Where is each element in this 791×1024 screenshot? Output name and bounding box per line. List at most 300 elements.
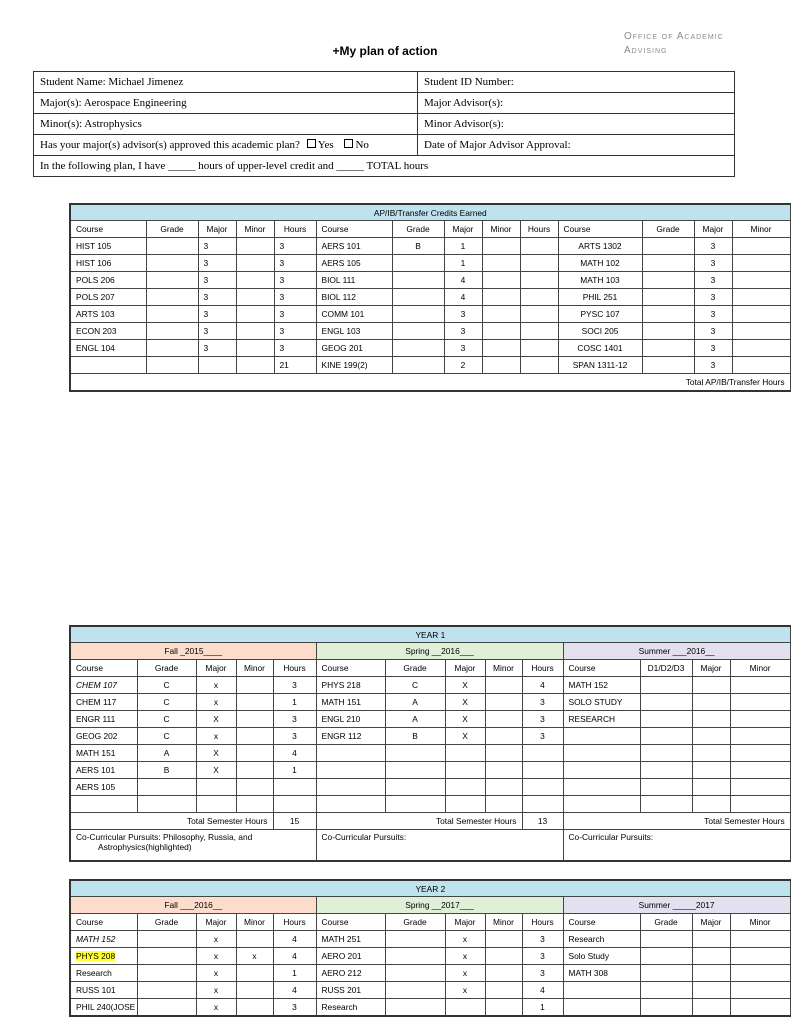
table-cell (730, 982, 790, 999)
table-cell: Research (70, 965, 137, 982)
column-header: Grade (640, 914, 692, 931)
table-cell: x (196, 677, 236, 694)
table-cell: GEOG 201 (316, 340, 392, 357)
office-line-1: Office of Academic (624, 31, 724, 42)
table-cell (316, 762, 385, 779)
table-cell (730, 745, 790, 762)
table-cell: 3 (273, 711, 316, 728)
column-header: Minor (482, 221, 520, 238)
table-row (70, 357, 790, 374)
table-cell: 3 (274, 255, 316, 272)
table-cell: MATH 102 (558, 255, 642, 272)
table-cell (563, 728, 640, 745)
table-cell: PYSC 107 (558, 306, 642, 323)
table-cell (730, 677, 790, 694)
column-header: Major (445, 660, 485, 677)
table-row (70, 323, 790, 340)
table-cell: MATH 152 (563, 677, 640, 694)
table-cell (482, 238, 520, 255)
table-cell: CHEM 117 (70, 694, 137, 711)
column-header: Grade (137, 914, 196, 931)
table-cell (316, 745, 385, 762)
table-cell: 3 (444, 306, 482, 323)
table-cell: 3 (274, 238, 316, 255)
year1-title: YEAR 1 (70, 626, 790, 643)
table-cell (692, 779, 730, 796)
table-cell (146, 340, 198, 357)
table-row (70, 711, 790, 728)
table-cell: C (385, 677, 445, 694)
column-header: Grade (137, 660, 196, 677)
table-cell (692, 796, 730, 813)
table-cell (137, 999, 196, 1017)
table-cell (137, 796, 196, 813)
table-cell: X (445, 694, 485, 711)
table-cell: 3 (694, 255, 732, 272)
table-cell: SOCI 205 (558, 323, 642, 340)
table-cell: MATH 308 (563, 965, 640, 982)
table-cell (146, 272, 198, 289)
table-cell (392, 255, 444, 272)
table-cell: x (445, 982, 485, 999)
year1-spring-total: 13 (522, 813, 563, 830)
table-cell: MATH 152 (70, 931, 137, 948)
table-cell: 3 (694, 306, 732, 323)
minor-advisors: Minor Advisor(s): (418, 114, 735, 135)
table-cell (137, 982, 196, 999)
table-cell (520, 306, 558, 323)
table-cell (236, 931, 273, 948)
table-cell (273, 779, 316, 796)
table-row (70, 272, 790, 289)
table-cell (642, 323, 694, 340)
table-cell: 3 (274, 272, 316, 289)
table-cell (730, 999, 790, 1017)
table-cell (236, 306, 274, 323)
table-cell: 1 (273, 694, 316, 711)
table-cell (385, 931, 445, 948)
year1-fall-total-label: Total Semester Hours (70, 813, 273, 830)
table-cell: 3 (273, 728, 316, 745)
column-header: Grade (385, 914, 445, 931)
office-header (624, 30, 764, 58)
yes-label: Yes (317, 139, 334, 151)
table-cell (640, 965, 692, 982)
column-header: D1/D2/D3 (640, 660, 692, 677)
table-cell (642, 289, 694, 306)
table-cell: ECON 203 (70, 323, 146, 340)
table-row (70, 255, 790, 272)
column-header: Course (558, 221, 642, 238)
table-cell (642, 272, 694, 289)
table-cell: PHIL 251 (558, 289, 642, 306)
table-cell: 3 (273, 999, 316, 1017)
column-header: Minor (485, 914, 522, 931)
table-cell (482, 272, 520, 289)
table-cell: B (392, 238, 444, 255)
table-cell: MATH 251 (316, 931, 385, 948)
table-cell (236, 357, 274, 374)
year2-summer-label: Summer _____2017 (563, 897, 790, 914)
table-cell (692, 694, 730, 711)
table-cell: X (196, 762, 236, 779)
table-cell: x (445, 948, 485, 965)
table-cell (236, 779, 273, 796)
table-cell: 3 (694, 357, 732, 374)
table-cell (236, 340, 274, 357)
table-cell: X (196, 711, 236, 728)
table-cell: MATH 103 (558, 272, 642, 289)
column-header: Hours (520, 221, 558, 238)
table-cell (520, 289, 558, 306)
table-cell (137, 779, 196, 796)
table-cell (485, 965, 522, 982)
table-cell (236, 272, 274, 289)
year2-title: YEAR 2 (70, 880, 790, 897)
table-cell: 1 (444, 255, 482, 272)
table-cell: AERS 105 (316, 255, 392, 272)
column-header: Course (563, 660, 640, 677)
column-header: Minor (236, 221, 274, 238)
table-cell: COSC 1401 (558, 340, 642, 357)
table-cell: 3 (694, 323, 732, 340)
yes-checkbox[interactable] (307, 139, 316, 148)
table-cell: SOLO STUDY (563, 694, 640, 711)
table-cell (445, 762, 485, 779)
year1-summer-ccp: Co-Curricular Pursuits: (563, 830, 790, 862)
table-cell: POLS 207 (70, 289, 146, 306)
table-cell: 1 (522, 999, 563, 1017)
table-cell: POLS 206 (70, 272, 146, 289)
table-cell: x (196, 694, 236, 711)
table-cell (640, 745, 692, 762)
table-cell (236, 762, 273, 779)
table-cell (730, 965, 790, 982)
table-cell (146, 357, 198, 374)
approval-date: Date of Major Advisor Approval: (418, 135, 735, 156)
ap-total-label: Total AP/IB/Transfer Hours (70, 374, 790, 392)
table-cell: MATH 151 (70, 745, 137, 762)
table-cell (692, 931, 730, 948)
table-cell: 4 (273, 745, 316, 762)
table-cell (730, 796, 790, 813)
table-cell (642, 340, 694, 357)
year1-fall-ccp-line2: Astrophysics(highlighted) (98, 842, 192, 852)
table-cell (563, 779, 640, 796)
table-cell: 3 (444, 323, 482, 340)
table-cell: C (137, 694, 196, 711)
major-advisors: Major Advisor(s): (418, 93, 735, 114)
table-cell (485, 931, 522, 948)
column-header: Major (694, 221, 732, 238)
table-cell: 3 (274, 289, 316, 306)
table-cell: 3 (274, 306, 316, 323)
table-cell (522, 779, 563, 796)
table-cell: ARTS 1302 (558, 238, 642, 255)
table-cell (445, 999, 485, 1017)
table-cell (520, 238, 558, 255)
table-cell: AERO 212 (316, 965, 385, 982)
table-row (70, 745, 790, 762)
table-cell (485, 694, 522, 711)
table-cell: 3 (522, 948, 563, 965)
table-cell (236, 694, 273, 711)
table-cell: C (137, 711, 196, 728)
table-cell (146, 238, 198, 255)
table-cell (640, 779, 692, 796)
table-cell: PHIL 240(JOSE (70, 999, 137, 1017)
table-cell (392, 306, 444, 323)
table-cell: RESEARCH (563, 711, 640, 728)
table-cell: x (196, 948, 236, 965)
table-cell: SPAN 1311-12 (558, 357, 642, 374)
year1-fall-ccp-line1: Co-Curricular Pursuits: Philosophy, Russia, and (76, 832, 253, 842)
approval-question: Has your major(s) advisor(s) approved this academic plan? (40, 139, 300, 151)
table-cell (485, 728, 522, 745)
table-row (70, 999, 790, 1017)
table-cell: Solo Study (563, 948, 640, 965)
table-cell (520, 272, 558, 289)
table-cell (563, 982, 640, 999)
table-cell (522, 745, 563, 762)
table-row (70, 306, 790, 323)
table-row (70, 238, 790, 255)
table-cell: COMM 101 (316, 306, 392, 323)
table-cell (385, 745, 445, 762)
table-cell (392, 272, 444, 289)
column-header: Grade (146, 221, 198, 238)
table-cell (485, 745, 522, 762)
table-cell (485, 796, 522, 813)
table-row (70, 965, 790, 982)
table-cell (482, 289, 520, 306)
table-row (70, 948, 790, 965)
table-cell (730, 711, 790, 728)
table-cell (730, 762, 790, 779)
table-cell (70, 357, 146, 374)
table-cell (198, 357, 236, 374)
table-cell: 4 (273, 948, 316, 965)
table-cell: RUSS 101 (70, 982, 137, 999)
column-header: Hours (522, 660, 563, 677)
table-cell (563, 745, 640, 762)
table-cell (485, 779, 522, 796)
no-label: No (355, 139, 369, 151)
table-cell (730, 694, 790, 711)
table-cell: 3 (522, 694, 563, 711)
table-cell (732, 289, 790, 306)
column-header: Minor (730, 660, 790, 677)
table-cell: 21 (274, 357, 316, 374)
year2-table (69, 879, 791, 1017)
table-cell: Research (563, 931, 640, 948)
table-cell: x (236, 948, 273, 965)
ap-title: AP/IB/Transfer Credits Earned (70, 204, 790, 221)
table-cell (692, 948, 730, 965)
table-cell: x (196, 965, 236, 982)
table-cell (196, 779, 236, 796)
approval-question-cell (34, 135, 418, 156)
table-cell (273, 796, 316, 813)
table-cell: 4 (273, 931, 316, 948)
table-cell (732, 255, 790, 272)
table-cell (692, 762, 730, 779)
year1-spring-total-label: Total Semester Hours (316, 813, 522, 830)
table-cell: 3 (273, 677, 316, 694)
table-cell: ENGL 210 (316, 711, 385, 728)
table-cell: X (445, 711, 485, 728)
student-id: Student ID Number: (418, 72, 735, 93)
hours-line: In the following plan, I have _____ hours of upper-level credit and _____ TOTAL hours (34, 156, 735, 177)
table-cell (485, 982, 522, 999)
table-cell (692, 745, 730, 762)
table-cell: 3 (522, 965, 563, 982)
table-cell (485, 677, 522, 694)
table-cell: RUSS 201 (316, 982, 385, 999)
table-cell (482, 357, 520, 374)
column-header: Course (70, 221, 146, 238)
table-cell: 3 (694, 272, 732, 289)
table-cell (236, 982, 273, 999)
table-cell (392, 340, 444, 357)
table-cell (640, 728, 692, 745)
table-cell: AERS 101 (316, 238, 392, 255)
table-cell (482, 255, 520, 272)
table-row (70, 728, 790, 745)
column-header: Grade (385, 660, 445, 677)
table-cell: 3 (198, 340, 236, 357)
minors: Minor(s): Astrophysics (34, 114, 418, 135)
table-cell: 4 (522, 677, 563, 694)
table-row (70, 779, 790, 796)
table-cell (640, 999, 692, 1017)
column-header: Course (316, 660, 385, 677)
table-cell: x (445, 931, 485, 948)
table-cell (520, 357, 558, 374)
table-cell (642, 238, 694, 255)
table-cell (137, 948, 196, 965)
column-header: Course (316, 221, 392, 238)
column-header: Major (692, 660, 730, 677)
table-cell (482, 340, 520, 357)
table-cell: 3 (198, 238, 236, 255)
table-cell: B (385, 728, 445, 745)
table-cell (642, 357, 694, 374)
table-cell (640, 677, 692, 694)
table-cell: x (196, 728, 236, 745)
table-cell: C (137, 728, 196, 745)
table-cell: 2 (444, 357, 482, 374)
table-cell: X (445, 677, 485, 694)
table-cell (692, 711, 730, 728)
column-header: Hours (274, 221, 316, 238)
table-cell (236, 323, 274, 340)
table-cell: 3 (522, 931, 563, 948)
table-cell: 3 (444, 340, 482, 357)
column-header: Minor (732, 221, 790, 238)
table-cell (445, 745, 485, 762)
table-cell: AERO 201 (316, 948, 385, 965)
table-cell: 3 (522, 711, 563, 728)
table-cell: PHYS 218 (316, 677, 385, 694)
table-cell: x (196, 931, 236, 948)
table-cell (70, 796, 137, 813)
table-cell (730, 779, 790, 796)
table-cell (692, 982, 730, 999)
table-cell (236, 711, 273, 728)
table-cell (485, 711, 522, 728)
table-cell (146, 323, 198, 340)
column-header: Hours (522, 914, 563, 931)
table-cell: CHEM 107 (70, 677, 137, 694)
column-header: Major (196, 914, 236, 931)
table-cell (522, 796, 563, 813)
table-row (70, 931, 790, 948)
year2-spring-label: Spring __2017___ (316, 897, 563, 914)
table-cell (732, 323, 790, 340)
column-header: Minor (236, 914, 273, 931)
table-cell: A (385, 711, 445, 728)
column-header: Course (70, 660, 137, 677)
page-title: +My plan of action (332, 44, 438, 58)
table-cell (692, 728, 730, 745)
table-cell (732, 306, 790, 323)
table-cell: ENGR 112 (316, 728, 385, 745)
table-cell: 1 (273, 965, 316, 982)
table-cell (732, 272, 790, 289)
table-cell (732, 238, 790, 255)
table-cell: 3 (274, 323, 316, 340)
table-cell (146, 306, 198, 323)
table-cell: X (196, 745, 236, 762)
table-cell (563, 999, 640, 1017)
table-cell (137, 965, 196, 982)
table-cell: A (385, 694, 445, 711)
table-cell (236, 238, 274, 255)
table-cell (730, 728, 790, 745)
table-cell (522, 762, 563, 779)
table-cell (316, 779, 385, 796)
table-cell: HIST 105 (70, 238, 146, 255)
year1-summer-total-label: Total Semester Hours (563, 813, 790, 830)
table-cell (692, 677, 730, 694)
table-cell: B (137, 762, 196, 779)
table-cell: Research (316, 999, 385, 1017)
no-checkbox[interactable] (344, 139, 353, 148)
table-cell (482, 306, 520, 323)
year1-spring-ccp: Co-Curricular Pursuits: (316, 830, 563, 862)
table-cell: 3 (198, 289, 236, 306)
column-header: Hours (273, 660, 316, 677)
table-cell: 1 (273, 762, 316, 779)
table-cell: 3 (274, 340, 316, 357)
table-cell (236, 255, 274, 272)
table-cell: x (196, 999, 236, 1017)
highlighted-course: PHYS 208 (76, 951, 116, 961)
table-cell (316, 796, 385, 813)
year1-summer-label: Summer ___2016__ (563, 643, 790, 660)
ap-transfer-table (69, 203, 791, 392)
column-header: Major (198, 221, 236, 238)
table-cell: 3 (694, 340, 732, 357)
year1-spring-label: Spring __2016___ (316, 643, 563, 660)
table-cell (385, 779, 445, 796)
table-cell (445, 779, 485, 796)
table-cell (482, 323, 520, 340)
table-cell (385, 965, 445, 982)
table-cell (640, 796, 692, 813)
table-cell (236, 289, 274, 306)
